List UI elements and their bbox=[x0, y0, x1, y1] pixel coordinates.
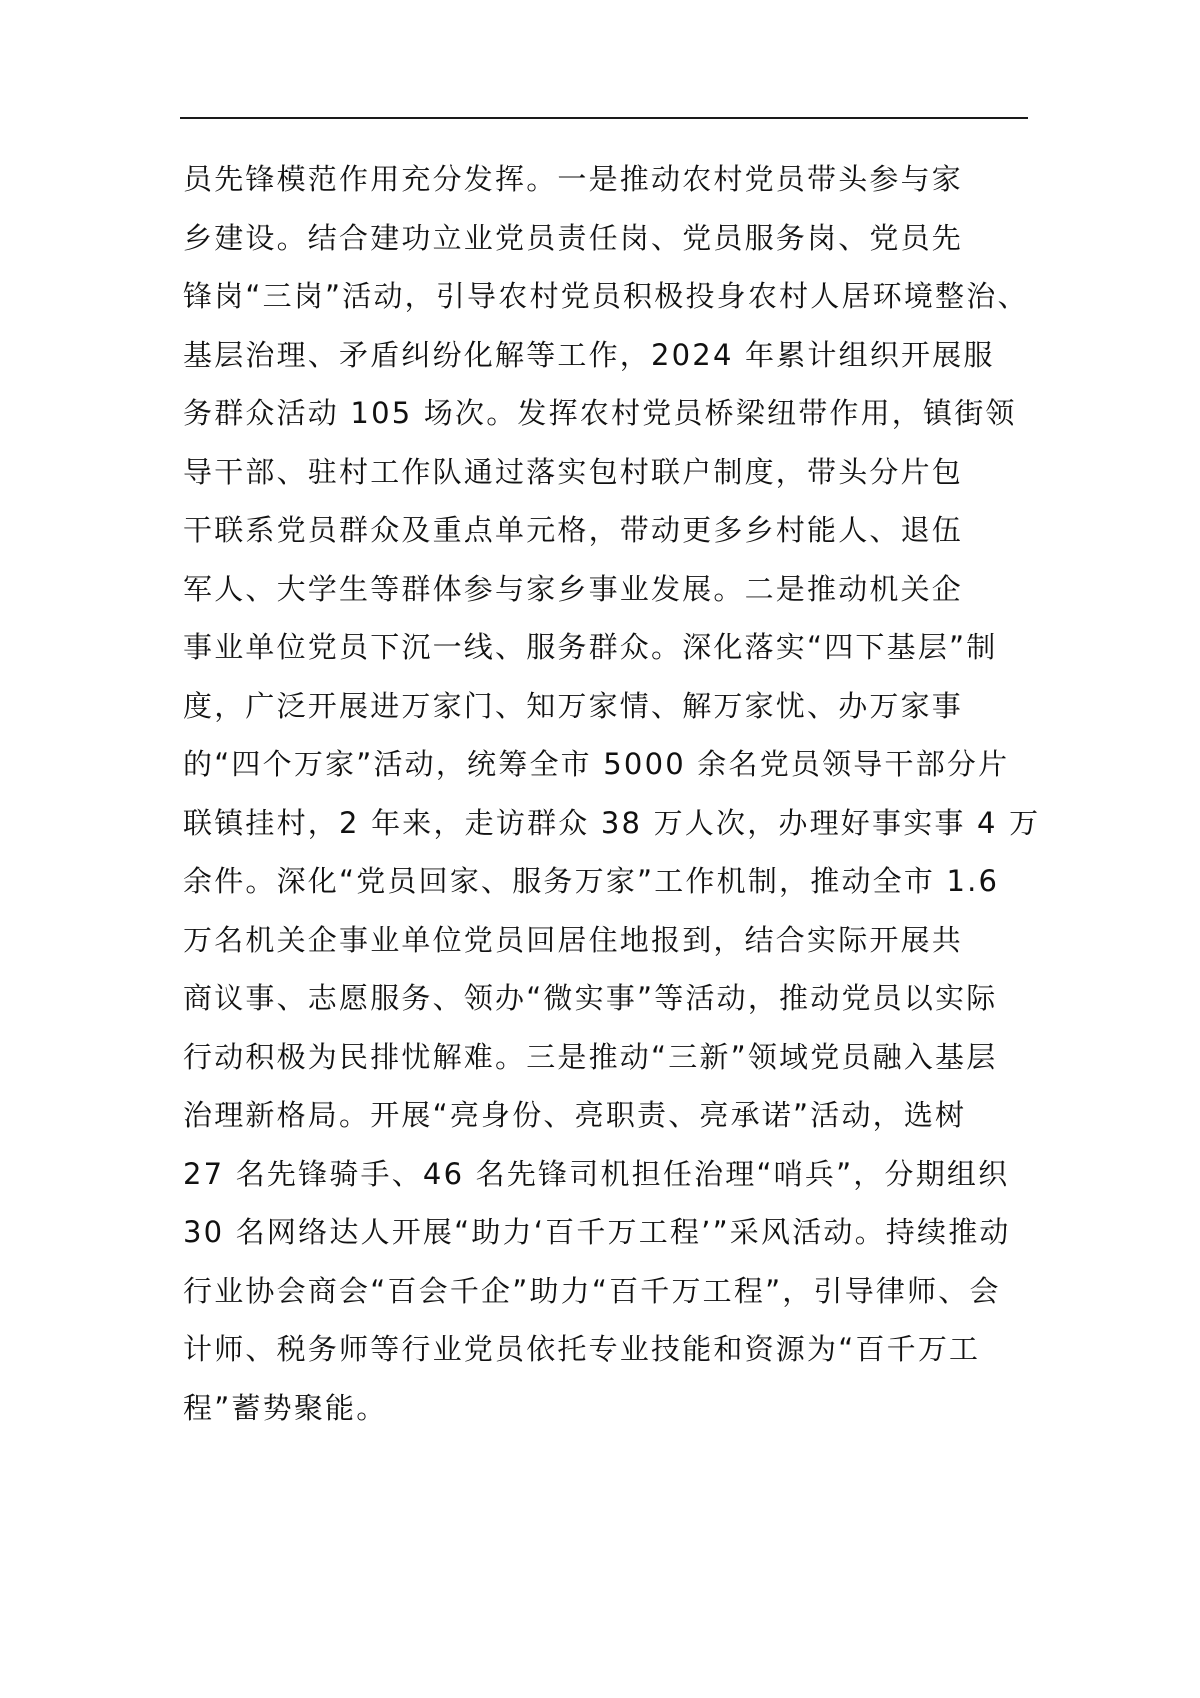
text-line: 员先锋模范作用充分发挥。一是推动农村党员带头参与家 bbox=[183, 162, 964, 196]
text-line: 计师、税务师等行业党员依托专业技能和资源为“百千万工 bbox=[183, 1332, 981, 1366]
text-line: 导干部、驻村工作队通过落实包村联户制度，带头分片包 bbox=[183, 454, 964, 489]
text-line: 行业协会商会“百会千企”助力“百千万工程”，引导律师、会 bbox=[183, 1273, 1001, 1308]
text-line: 基层治理、矛盾纠纷化解等工作，2024 年累计组织开展服 bbox=[183, 337, 995, 372]
text-line: 度，广泛开展进万家门、知万家情、解万家忧、办万家事 bbox=[183, 688, 964, 723]
text-line: 的“四个万家”活动，统筹全市 5000 余名党员领导干部分片 bbox=[183, 747, 1010, 781]
text-line: 干联系党员群众及重点单元格，带动更多乡村能人、退伍 bbox=[183, 513, 964, 547]
text-line: 事业单位党员下沉一线、服务群众。深化落实“四下基层”制 bbox=[183, 630, 998, 664]
header-rule bbox=[180, 117, 1028, 119]
text-line: 乡建设。结合建功立业党员责任岗、党员服务岗、党员先 bbox=[183, 220, 964, 255]
text-line: 程”蓄势聚能。 bbox=[183, 1390, 388, 1425]
text-line: 行动积极为民排忧解难。三是推动“三新”领域党员融入基层 bbox=[183, 1039, 998, 1074]
text-line: 军人、大学生等群体参与家乡事业发展。二是推动机关企 bbox=[183, 571, 964, 606]
text-line: 27 名先锋骑手、46 名先锋司机担任治理“哨兵”，分期组织 bbox=[183, 1156, 1010, 1191]
text-line: 余件。深化“党员回家、服务万家”工作机制，推动全市 1.6 bbox=[183, 864, 1000, 898]
text-line: 锋岗“三岗”活动，引导农村党员积极投身农村人居环境整治、 bbox=[183, 279, 1029, 313]
text-line: 商议事、志愿服务、领办“微实事”等活动，推动党员以实际 bbox=[183, 981, 998, 1015]
text-line: 30 名网络达人开展“助力‘百千万工程’”采风活动。持续推动 bbox=[183, 1215, 1011, 1249]
text-line: 万名机关企事业单位党员回居住地报到，结合实际开展共 bbox=[183, 922, 964, 957]
text-line: 治理新格局。开展“亮身份、亮职责、亮承诺”活动，选树 bbox=[183, 1098, 967, 1132]
body-paragraph bbox=[183, 150, 1043, 1437]
text-line: 联镇挂村，2 年来，走访群众 38 万人次，办理好事实事 4 万 bbox=[183, 805, 1041, 840]
text-line: 务群众活动 105 场次。发挥农村党员桥梁纽带作用，镇街领 bbox=[183, 396, 1017, 430]
